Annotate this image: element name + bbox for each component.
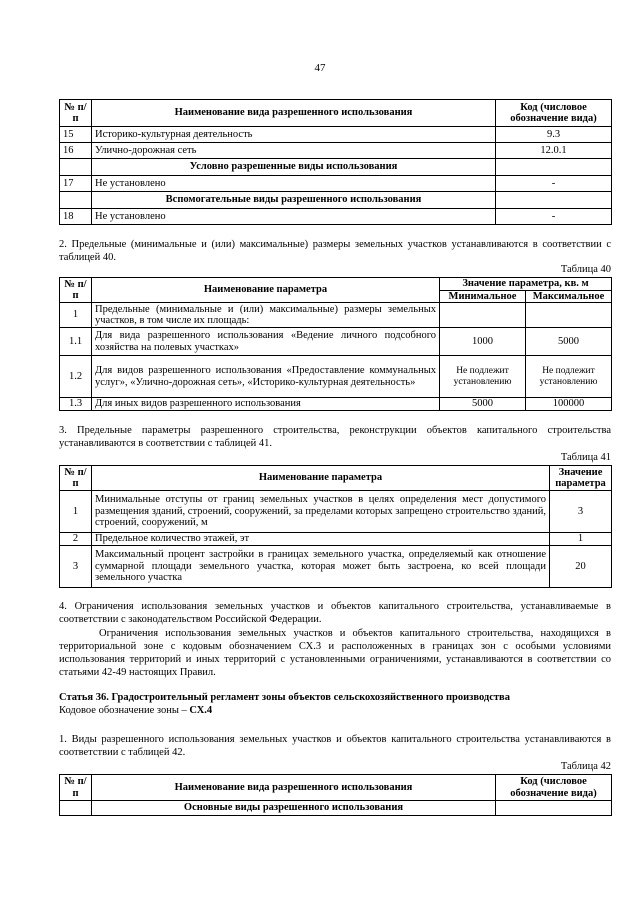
table-41: № п/п Наименование параметра Значение параметра 1 Минимальные отступы от границ земельных участков в целях определения мест допустимого размещения зданий, строений, сооружений, за пределами которых запрещено строительство зданий, строений, сооружений, м 3 2 Предельное количество этажей, эт 1 3 Максимальный процент застройки в границах земельного участка, определяемый как отношение суммарной площади земельного участка, которая может быть застроена, ко всей площади земельного участка 20: [59, 465, 612, 588]
paragraph-5: 1. Виды разрешенного использования земельных участков и объектов капитального строительства устанавливаются в соответствии с таблицей 42.: [59, 734, 611, 758]
paragraph-4-restrictions: Ограничения использования земельных участков и объектов капитального строительства, находящихся в территориальной зоне с кодовым обозначением СХ.3 и расположенных в границах зон с особыми условиями использования территорий и иных территорий с установленными ограничениями, устанавливаются в соответствии со статьями 42-49 настоящих Правил.: [59, 628, 611, 678]
zone-code: СХ.4: [189, 705, 213, 716]
section-main: Основные виды разрешенного использования: [92, 801, 496, 816]
zone-code-line: Кодовое обозначение зоны – СХ.4: [59, 705, 213, 716]
article-36-title: Статья 36. Градостроительный регламент зоны объектов сельскохозяйственного производства: [59, 692, 510, 703]
table-row: 1 Минимальные отступы от границ земельных участков в целях определения мест допустимого размещения зданий, строений, сооружений, за пределами которых запрещено строительство зданий, строений, сооружений, м 3: [60, 491, 612, 533]
table-row: 18 Не установлено -: [60, 209, 612, 225]
table-40: № п/п Наименование параметра Значение параметра, кв. м Минимальное Максимальное 1 Предельные (минимальные и (или) максимальные) размеры земельных участков, в том числе их площадь: 1.1 Для вида разрешенного использования «Ведение личного подсобного хозяйства на полевых участках» 1000 5000 1.2 Для видов разрешенного использования «Предоставление коммунальных услуг», «Улично-дорожная сеть», «Историко-культурная деятельность» Не подлежит установлению Не подлежит установлению 1.3 Для иных видов разрешенного использования 5000 100000: [59, 277, 612, 411]
table-40-caption: Таблица 40: [560, 264, 611, 275]
table-row: 15 Историко-культурная деятельность 9.3: [60, 127, 612, 143]
col-name: Наименование вида разрешенного использования: [92, 100, 496, 127]
col-code: Код (числовое обозначение вида): [496, 100, 612, 127]
page-number: 47: [314, 62, 326, 74]
table-row: 16 Улично-дорожная сеть 12.0.1: [60, 143, 612, 159]
table-41-caption: Таблица 41: [560, 452, 611, 463]
section-auxiliary: Вспомогательные виды разрешенного использования: [92, 192, 496, 209]
table-42: № п/п Наименование вида разрешенного использования Код (числовое обозначение вида) Основные виды разрешенного использования: [59, 774, 612, 816]
table-42-caption: Таблица 42: [560, 761, 611, 772]
section-row: [60, 192, 612, 209]
table-row: 2 Предельное количество этажей, эт 1: [60, 533, 612, 546]
table-row: 1.1 Для вида разрешенного использования «Ведение личного подсобного хозяйства на полевых участках» 1000 5000: [60, 328, 612, 356]
table-row: 1 Предельные (минимальные и (или) максимальные) размеры земельных участков, в том числе их площадь:: [60, 303, 612, 328]
table-row: 1.2 Для видов разрешенного использования «Предоставление коммунальных услуг», «Улично-дорожная сеть», «Историко-культурная деятельность» Не подлежит установлению Не подлежит установлению: [60, 356, 612, 398]
section-conditional: Условно разрешенные виды использования: [92, 159, 496, 176]
paragraph-4: 4. Ограничения использования земельных участков и объектов капитального строительства, устанавливаемые в соответствии с законодательством Российской Федерации.: [59, 601, 611, 625]
paragraph-2: 2. Предельные (минимальные и (или) максимальные) размеры земельных участков устанавливаются в соответствии с таблицей 40.: [59, 239, 611, 263]
col-num: № п/п: [60, 100, 92, 127]
table-row: 1.3 Для иных видов разрешенного использования 5000 100000: [60, 398, 612, 411]
paragraph-3: 3. Предельные параметры разрешенного строительства, реконструкции объектов капитального строительства устанавливаются в соответствии с таблицей 41.: [59, 425, 611, 449]
section-row: [60, 159, 612, 176]
table-row: 3 Максимальный процент застройки в границах земельного участка, определяемый как отношение суммарной площади земельного участка, которая может быть застроена, ко всей площади земельного участка 20: [60, 546, 612, 588]
section-row: [60, 801, 612, 816]
table-row: 17 Не установлено -: [60, 176, 612, 192]
permitted-use-table: [59, 99, 612, 225]
